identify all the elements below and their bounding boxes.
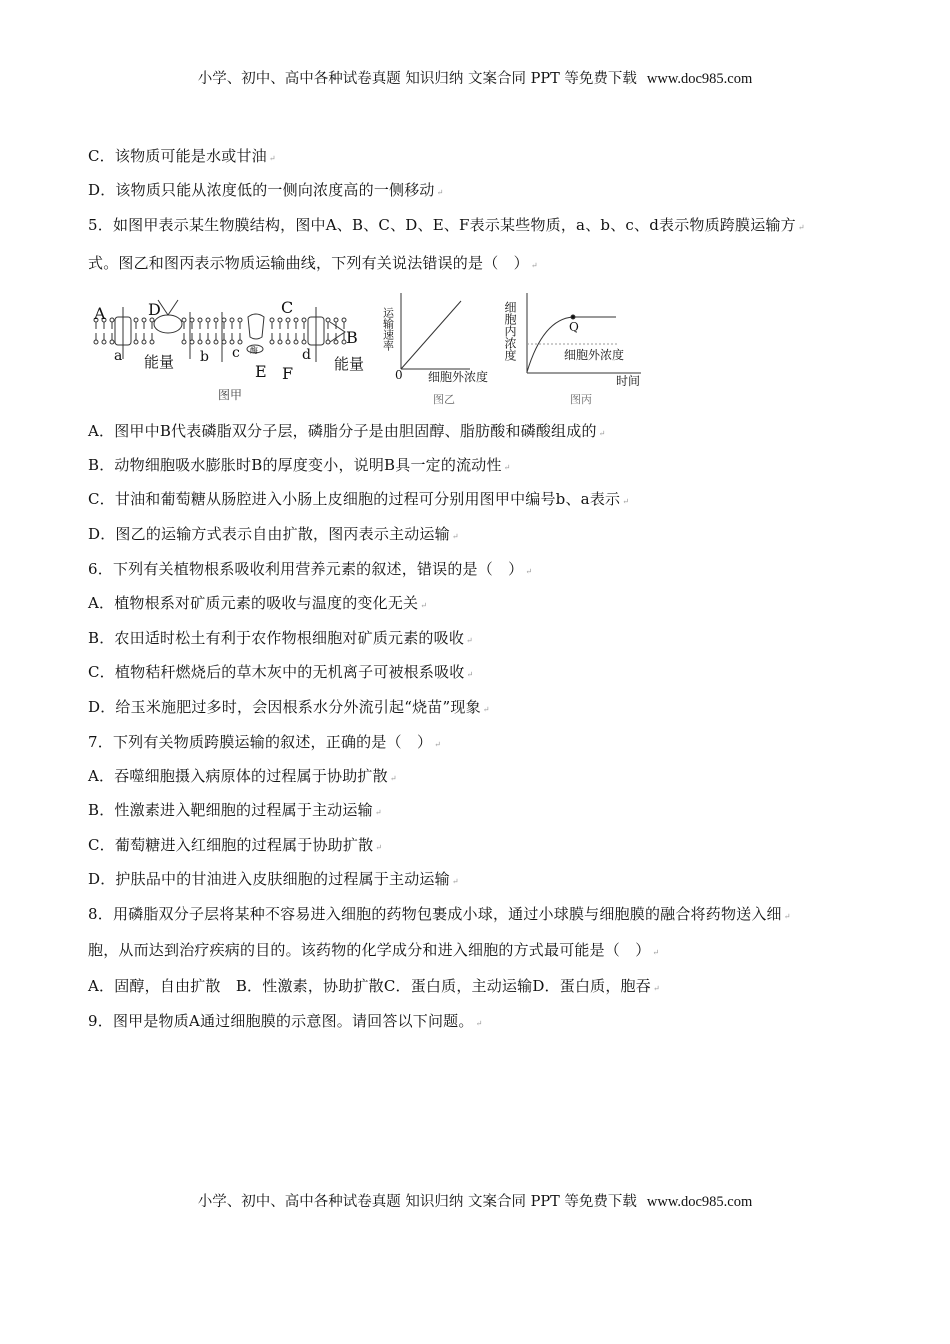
text-line: B．性激素进入靶细胞的过程属于主动运输 ↵ (88, 799, 382, 820)
caption-jia: 图甲 (218, 388, 243, 402)
text-line: B．动物细胞吸水膨胀时B的厚度变小，说明B具一定的流动性 ↵ (88, 454, 511, 475)
label-E: E (255, 362, 267, 381)
bing-dashed-label: 细胞外浓度 (564, 348, 625, 362)
text-line: 8．用磷脂双分子层将某种不容易进入细胞的药物包裹成小球，通过小球膜与细胞膜的融合将药物送入细 ↵ (88, 903, 791, 924)
label-b: b (200, 349, 209, 365)
text-line: D．图乙的运输方式表示自由扩散，图丙表示主动运输 ↵ (88, 523, 459, 544)
text-line: B．农田适时松土有利于农作物根细胞对矿质元素的吸收 ↵ (88, 627, 473, 648)
header-text: 小学、初中、高中各种试卷真题 知识归纳 文案合同 PPT 等免费下载 (197, 71, 637, 87)
text-line: D．护肤品中的甘油进入皮肤细胞的过程属于主动运输 ↵ (88, 868, 459, 889)
label-F: F (282, 364, 294, 383)
footer-link[interactable]: www.doc985.com (646, 1194, 753, 1210)
page-header (0, 67, 950, 88)
text-line: D．给玉米施肥过多时，会因根系水分外流引起“烧苗”现象 ↵ (88, 696, 490, 717)
text-line: A．固醇，自由扩散 B．性激素，协助扩散C．蛋白质，主动运输D．蛋白质，胞吞 ↵ (88, 975, 660, 996)
label-d: d (302, 347, 311, 363)
text-line: C．葡萄糖进入红细胞的过程属于协助扩散 ↵ (88, 834, 382, 855)
label-A: A (94, 304, 106, 323)
label-D: D (148, 300, 161, 319)
text-line: 5．如图甲表示某生物膜结构，图中A、B、C、D、E、F表示某些物质，a、b、c、d表示物质跨膜运输方 ↵ (88, 214, 805, 235)
text-line: C．植物秸秆燃烧后的草木灰中的无机离子可被根系吸收 ↵ (88, 661, 473, 682)
label-energy-1: 能量 (144, 353, 175, 371)
text-line: 胞，从而达到治疗疾病的目的。该药物的化学成分和进入细胞的方式最可能是（ ） ↵ (88, 939, 659, 960)
text-line: 式。图乙和图丙表示物质运输曲线，下列有关说法错误的是（ ） ↵ (88, 252, 538, 273)
text-line: C．甘油和葡萄糖从肠腔进入小肠上皮细胞的过程可分别用图甲中编号b、a表示 ↵ (88, 488, 629, 509)
bing-point-Q: Q (569, 320, 579, 334)
label-a: a (114, 348, 123, 364)
footer-text: 小学、初中、高中各种试卷真题 知识归纳 文案合同 PPT 等免费下载 (197, 1194, 637, 1210)
header-link[interactable]: www.doc985.com (646, 71, 753, 87)
figure-jia (93, 298, 364, 402)
caption-yi: 图乙 (433, 393, 455, 406)
label-C: C (281, 298, 294, 317)
label-B: B (346, 328, 358, 347)
label-energy-2: 能量 (334, 355, 365, 373)
yi-ylabel: 运输速率 (381, 307, 395, 351)
caption-bing: 图丙 (570, 393, 592, 406)
page-footer (0, 1190, 950, 1211)
text-line: D．该物质只能从浓度低的一侧向浓度高的一侧移动 ↵ (88, 179, 444, 200)
text-line: A．图甲中B代表磷脂双分子层，磷脂分子是由胆固醇、脂肪酸和磷酸组成的 ↵ (88, 420, 606, 441)
figure-membrane-transport (88, 287, 648, 407)
label-c: c (232, 345, 240, 361)
yi-origin: 0 (395, 368, 403, 382)
text-line: A．吞噬细胞摄入病原体的过程属于协助扩散 ↵ (88, 765, 397, 786)
text-line: A．植物根系对矿质元素的吸收与温度的变化无关 ↵ (88, 592, 427, 613)
yi-xlabel: 细胞外浓度 (428, 370, 489, 384)
text-line: C．该物质可能是水或甘油 ↵ (88, 145, 276, 166)
text-line: 6．下列有关植物根系吸收利用营养元素的叙述，错误的是（ ） ↵ (88, 558, 532, 579)
figure-yi (382, 293, 489, 406)
line-rate (401, 301, 461, 369)
label-enzyme: 酶 (250, 346, 258, 355)
bing-xlabel: 时间 (616, 374, 641, 388)
bing-ylabel: 细胞内浓度 (503, 301, 517, 361)
figure-bing (503, 293, 641, 406)
text-line: 9．图甲是物质A通过细胞膜的示意图。请回答以下问题。 ↵ (88, 1010, 483, 1031)
text-line: 7．下列有关物质跨膜运输的叙述，正确的是（ ） ↵ (88, 731, 441, 752)
